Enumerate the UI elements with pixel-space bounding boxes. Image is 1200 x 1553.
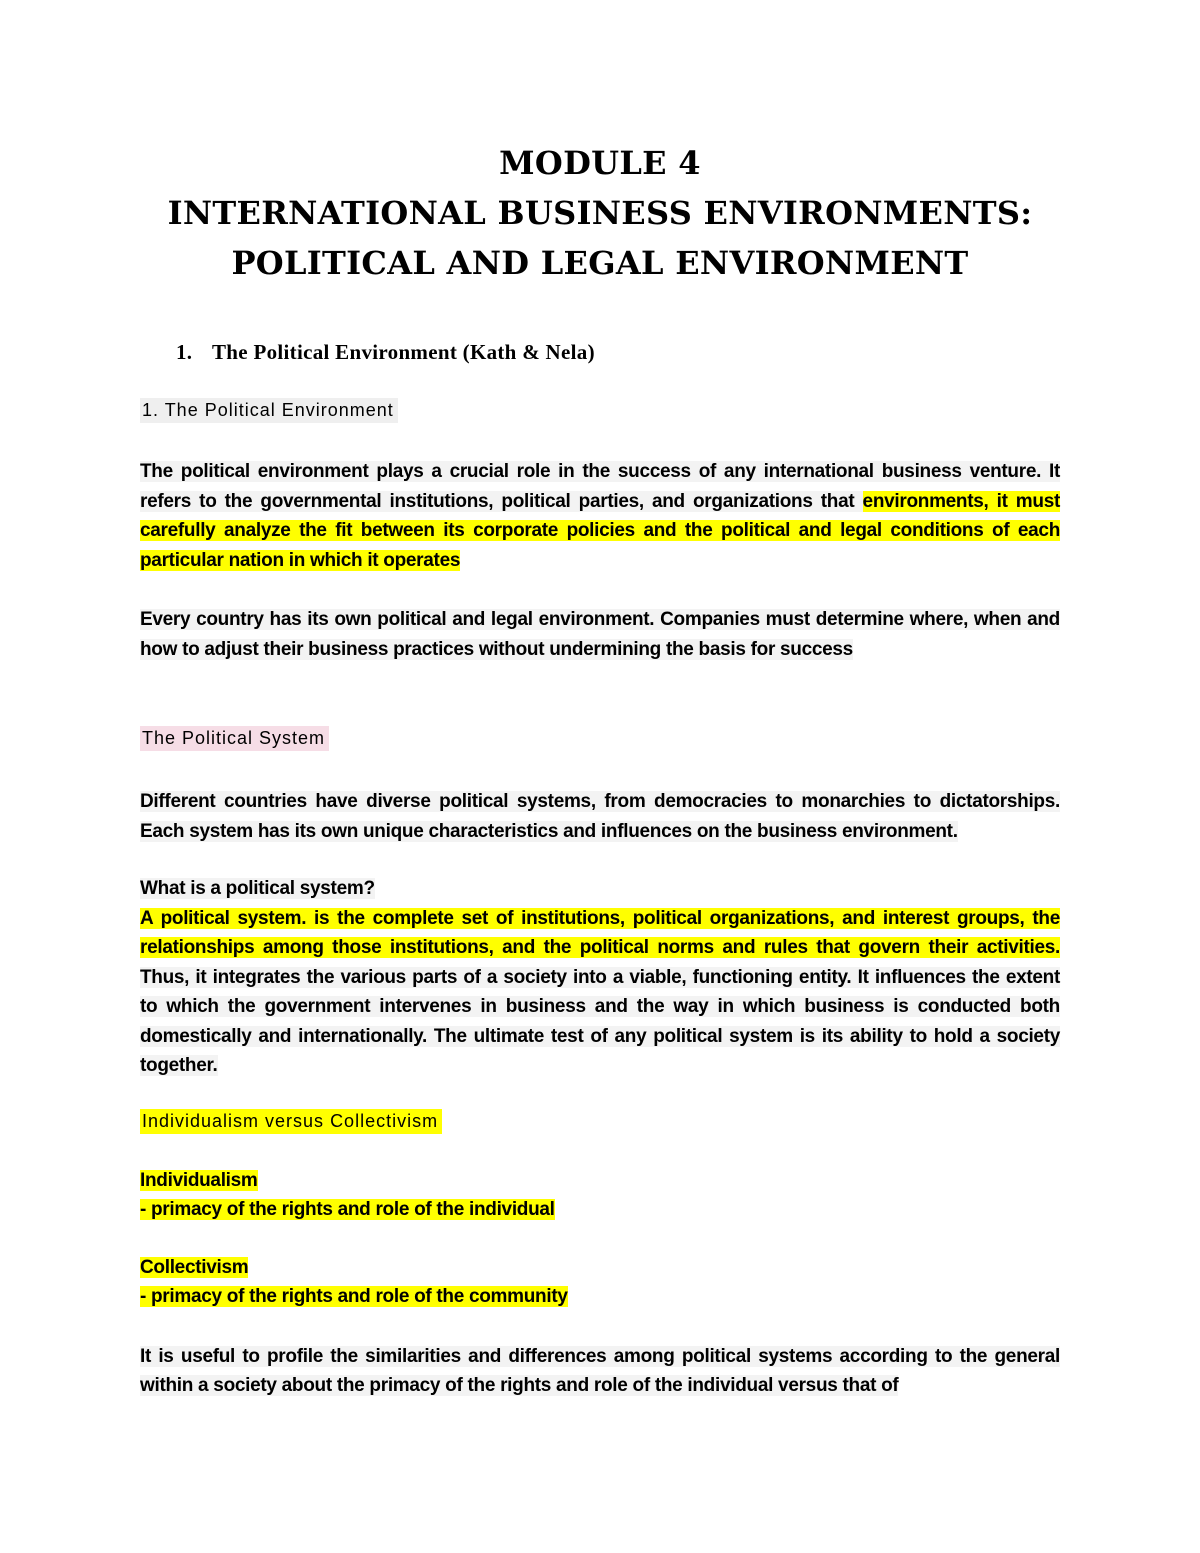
title-line-3: POLITICAL AND LEGAL ENVIRONMENT (231, 244, 969, 282)
document-content (140, 398, 1060, 1401)
paragraph-political-system-definition (140, 904, 1060, 1081)
paragraph-profile-similarities (140, 1342, 1060, 1401)
subheading-political-system (140, 726, 1060, 751)
collectivism-definition: - primacy of the rights and role of the community (140, 1286, 568, 1307)
question-political-system (140, 874, 1060, 904)
subheading-individualism-collectivism-label: Individualism versus Collectivism (140, 1109, 442, 1134)
section-heading (176, 340, 595, 365)
title-line-1: MODULE 4 (499, 144, 701, 182)
title-line-2: INTERNATIONAL BUSINESS ENVIRONMENTS: (167, 194, 1033, 232)
definition-plain-text: Thus, it integrates the various parts of a society into a viable, functioning entity. It influences the extent to which the government intervenes in business and the way in which business is conducted both domestically and internationally. The ultimate test of any political system is its ability to hold a society together. (140, 966, 1060, 1076)
question-text: What is a political system? (140, 878, 375, 899)
paragraph-every-country (140, 605, 1060, 664)
subheading-political-environment-label: 1. The Political Environment (140, 398, 398, 423)
paragraph-political-environment (140, 457, 1060, 575)
definition-highlighted-text: A political system. is the complete set of institutions, political organizations, and interest groups, the relationships among those institutions, and the political norms and rules that govern their activities. (140, 907, 1060, 958)
paragraph-profile-similarities-text: It is useful to profile the similarities and differences among political systems according to the general within a society about the primacy of the rights and role of the individual versus that of (140, 1345, 1060, 1396)
section-heading-text: The Political Environment (Kath & Nela) (212, 340, 595, 364)
paragraph-different-countries (140, 787, 1060, 846)
individualism-definition: - primacy of the rights and role of the individual (140, 1199, 555, 1220)
paragraph-plain-text: The political environment plays a crucial role in the success of any international business venture. It refers to the governmental institutions, political parties, and organizations that (140, 461, 1060, 512)
individualism-block (140, 1166, 1060, 1225)
subheading-political-environment (140, 398, 1060, 423)
individualism-term: Individualism (140, 1169, 258, 1191)
paragraph-different-countries-text: Different countries have diverse political systems, from democracies to monarchies to dictatorships. Each system has its own unique characteristics and influences on the business environment. (140, 791, 1060, 842)
section-number: 1. (176, 340, 193, 364)
module-title (0, 138, 1200, 288)
subheading-individualism-collectivism (140, 1109, 1060, 1134)
collectivism-block (140, 1253, 1060, 1312)
paragraph-every-country-text: Every country has its own political and legal environment. Companies must determine where, when and how to adjust their business practices without undermining the basis for success (140, 609, 1060, 660)
collectivism-term: Collectivism (140, 1256, 249, 1278)
paragraph-highlighted-text: environments, it must carefully analyze the fit between its corporate policies and the political and legal conditions of each particular nation in which it operates (140, 490, 1061, 571)
subheading-political-system-label: The Political System (140, 726, 329, 751)
